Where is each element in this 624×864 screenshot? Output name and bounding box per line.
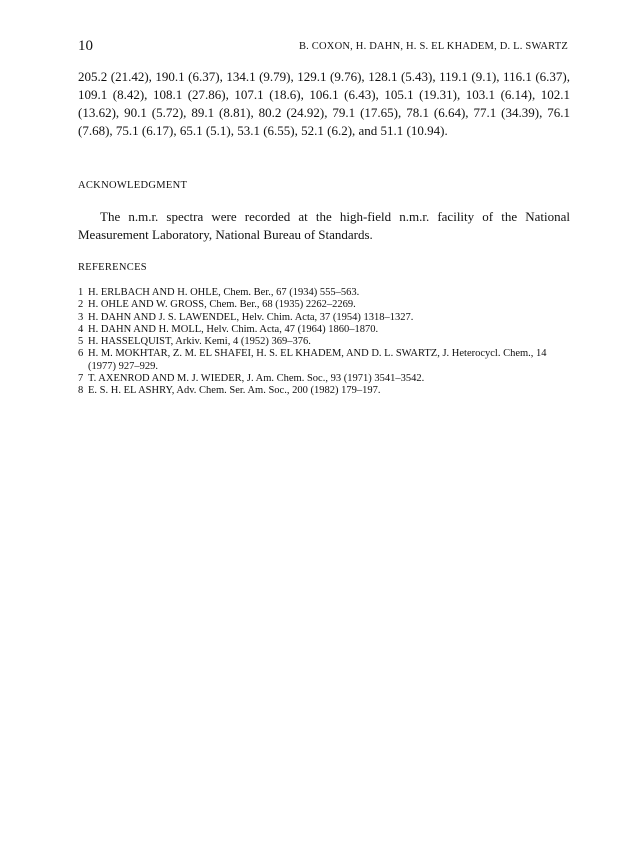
reference-text: H. M. MOKHTAR, Z. M. EL SHAFEI, H. S. EL KHADEM, AND D. L. SWARTZ, J. Heterocycl. Chem., 14 (1977) 927–929. [88,348,547,372]
mass-spectrum-data-paragraph: 205.2 (21.42), 190.1 (6.37), 134.1 (9.79), 129.1 (9.76), 128.1 (5.43), 119.1 (9.1), 116.1 (6.37), 109.1 (8.42), 108.1 (27.86), 107.1 (18.6), 106.1 (6.43), 105.1 (19.31), 103.1 (6.14), 102.1 (13.62), 90.1 (5.72), 89.1 (8.81), 80.2 (24.92), 79.1 (17.65), 78.1 (6.64), 77.1 (34.39), 76.1 (7.68), 75.1 (6.17), 65.1 (5.1), 53.1 (6.55), 52.1 (6.2), and 51.1 (10.94). [78,69,570,138]
reference-item [78,336,572,348]
reference-number: 4 [78,323,84,335]
reference-number: 6 [78,348,84,360]
reference-text: H. OHLE AND W. GROSS, Chem. Ber., 68 (1935) 2262–2269. [88,299,356,311]
page-number: 10 [78,38,93,54]
reference-number: 2 [78,299,84,311]
reference-item [78,385,572,397]
reference-item [78,299,572,311]
references-heading: REFERENCES [78,262,147,273]
reference-number: 1 [78,287,84,298]
reference-text: T. AXENROD AND M. J. WIEDER, J. Am. Chem. Soc., 93 (1971) 3541–3542. [88,373,425,385]
reference-number: 3 [78,311,84,323]
reference-item [78,348,572,373]
acknowledgment-paragraph: The n.m.r. spectra were recorded at the high-field n.m.r. facility of the National Measurement Laboratory, National Bureau of Standards. [78,209,570,242]
reference-number: 8 [78,385,84,397]
running-head: B. COXON, H. DAHN, H. S. EL KHADEM, D. L. SWARTZ [298,41,568,52]
acknowledgment-heading: ACKNOWLEDGMENT [78,180,188,191]
reference-item [78,312,572,324]
reference-item [78,287,572,299]
reference-text: E. S. H. EL ASHRY, Adv. Chem. Ser. Am. Soc., 200 (1982) 179–197. [88,385,381,397]
reference-number: 7 [78,373,84,385]
reference-text: H. HASSELQUIST, Arkiv. Kemi, 4 (1952) 369–376. [88,336,311,348]
reference-item [78,324,572,336]
reference-text: H. DAHN AND H. MOLL, Helv. Chim. Acta, 47 (1964) 1860–1870. [88,323,379,335]
reference-text: H. DAHN AND J. S. LAWENDEL, Helv. Chim. Acta, 37 (1954) 1318–1327. [88,311,414,323]
reference-list [78,287,572,398]
reference-number: 5 [78,336,84,348]
reference-text: H. ERLBACH AND H. OHLE, Chem. Ber., 67 (1934) 555–563. [88,287,360,298]
reference-item [78,373,572,385]
